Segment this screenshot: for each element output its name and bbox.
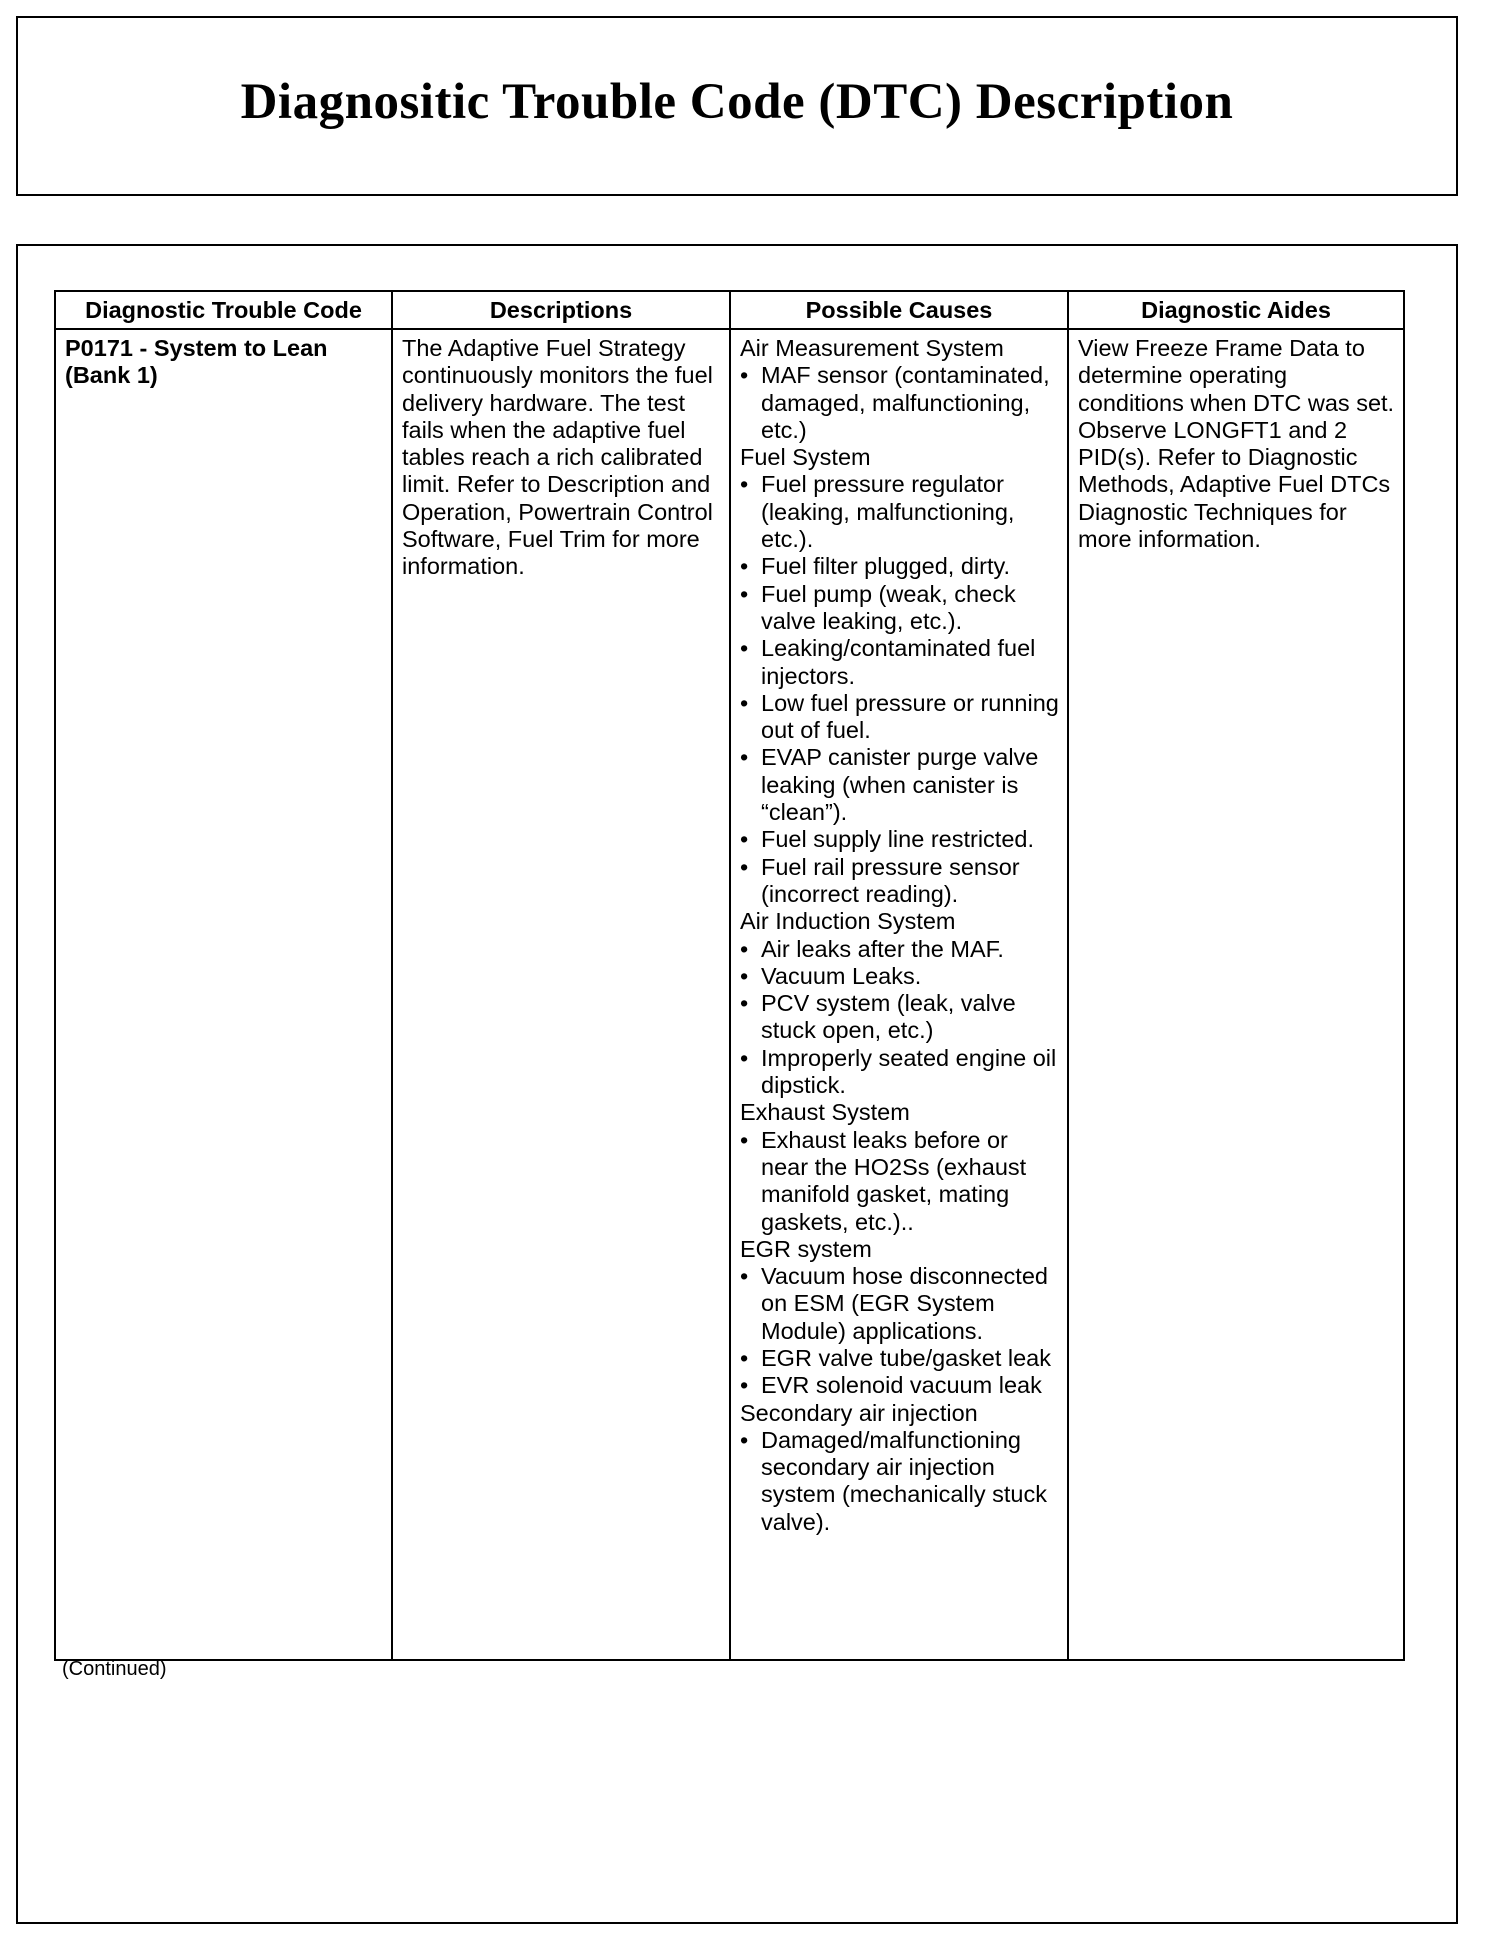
cause-item: • EVR solenoid vacuum leak — [740, 1372, 1059, 1399]
cause-list — [740, 1427, 1059, 1536]
dtc-table — [54, 290, 1405, 1661]
diagnostic-aides-cell: View Freeze Frame Data to determine operating conditions when DTC was set. Observe LONGFT1 and 2 PID(s). Refer to Diagnostic Methods, Adaptive Fuel DTCs Diagnostic Techniques for more information. — [1068, 329, 1404, 1660]
possible-causes-cell — [730, 329, 1068, 1660]
header-possible-causes: Possible Causes — [730, 291, 1068, 329]
table-row — [55, 329, 1404, 1660]
cause-list — [740, 471, 1059, 908]
cause-group-title: Air Measurement System — [740, 335, 1004, 361]
cause-group — [740, 444, 1059, 908]
cause-item: • PCV system (leak, valve stuck open, etc.) — [740, 990, 1059, 1045]
description-cell: The Adaptive Fuel Strategy continuously monitors the fuel delivery hardware. The test fails when the adaptive fuel tables reach a rich calibrated limit. Refer to Description and Operation, Powertrain Control Software, Fuel Trim for more information. — [392, 329, 730, 1660]
cause-item: • Vacuum hose disconnected on ESM (EGR System Module) applications. — [740, 1263, 1059, 1345]
cause-item: • EGR valve tube/gasket leak — [740, 1345, 1059, 1372]
cause-item: • MAF sensor (contaminated, damaged, malfunctioning, etc.) — [740, 362, 1059, 444]
title-box — [16, 16, 1458, 196]
cause-group-title: Fuel System — [740, 444, 871, 471]
cause-item: • Leaking/contaminated fuel injectors. — [740, 635, 1059, 690]
header-diagnostic-aides: Diagnostic Aides — [1068, 291, 1404, 329]
cause-item: • Fuel supply line restricted. — [740, 826, 1059, 853]
dtc-code-cell: P0171 - System to Lean (Bank 1) — [55, 329, 392, 1660]
cause-item: • Low fuel pressure or running out of fuel. — [740, 690, 1059, 745]
cause-group-title: Exhaust System — [740, 1099, 910, 1126]
header-dtc: Diagnostic Trouble Code — [55, 291, 392, 329]
cause-group — [740, 335, 1059, 444]
cause-item: • Air leaks after the MAF. — [740, 936, 1059, 963]
header-descriptions: Descriptions — [392, 291, 730, 329]
cause-group — [740, 908, 1059, 1099]
content-box — [16, 244, 1458, 1924]
cause-item: • Fuel filter plugged, dirty. — [740, 553, 1059, 580]
cause-group-title: Secondary air injection — [740, 1399, 978, 1426]
continued-note: (Continued) — [62, 1658, 167, 1680]
cause-group-title: EGR system — [740, 1235, 872, 1262]
cause-group-title: Air Induction System — [740, 908, 956, 935]
cause-item: • Fuel pump (weak, check valve leaking, etc.). — [740, 581, 1059, 636]
cause-group — [740, 1400, 1059, 1536]
cause-item: • Fuel pressure regulator (leaking, malfunctioning, etc.). — [740, 471, 1059, 553]
cause-group — [740, 1099, 1059, 1235]
cause-item: • Damaged/malfunctioning secondary air injection system (mechanically stuck valve). — [740, 1427, 1059, 1536]
cause-list — [740, 1263, 1059, 1399]
cause-item: • Improperly seated engine oil dipstick. — [740, 1045, 1059, 1100]
cause-list — [740, 1127, 1059, 1236]
page-title: Diagnositic Trouble Code (DTC) Description — [240, 74, 1234, 130]
cause-item: • Fuel rail pressure sensor (incorrect reading). — [740, 854, 1059, 909]
cause-item: • Exhaust leaks before or near the HO2Ss (exhaust manifold gasket, mating gaskets, etc.).. — [740, 1127, 1059, 1236]
cause-item: • Vacuum Leaks. — [740, 963, 1059, 990]
cause-list — [740, 936, 1059, 1100]
cause-group — [740, 1236, 1059, 1400]
table-header-row — [55, 291, 1404, 329]
cause-item: • EVAP canister purge valve leaking (when canister is “clean”). — [740, 744, 1059, 826]
cause-list — [740, 362, 1059, 444]
